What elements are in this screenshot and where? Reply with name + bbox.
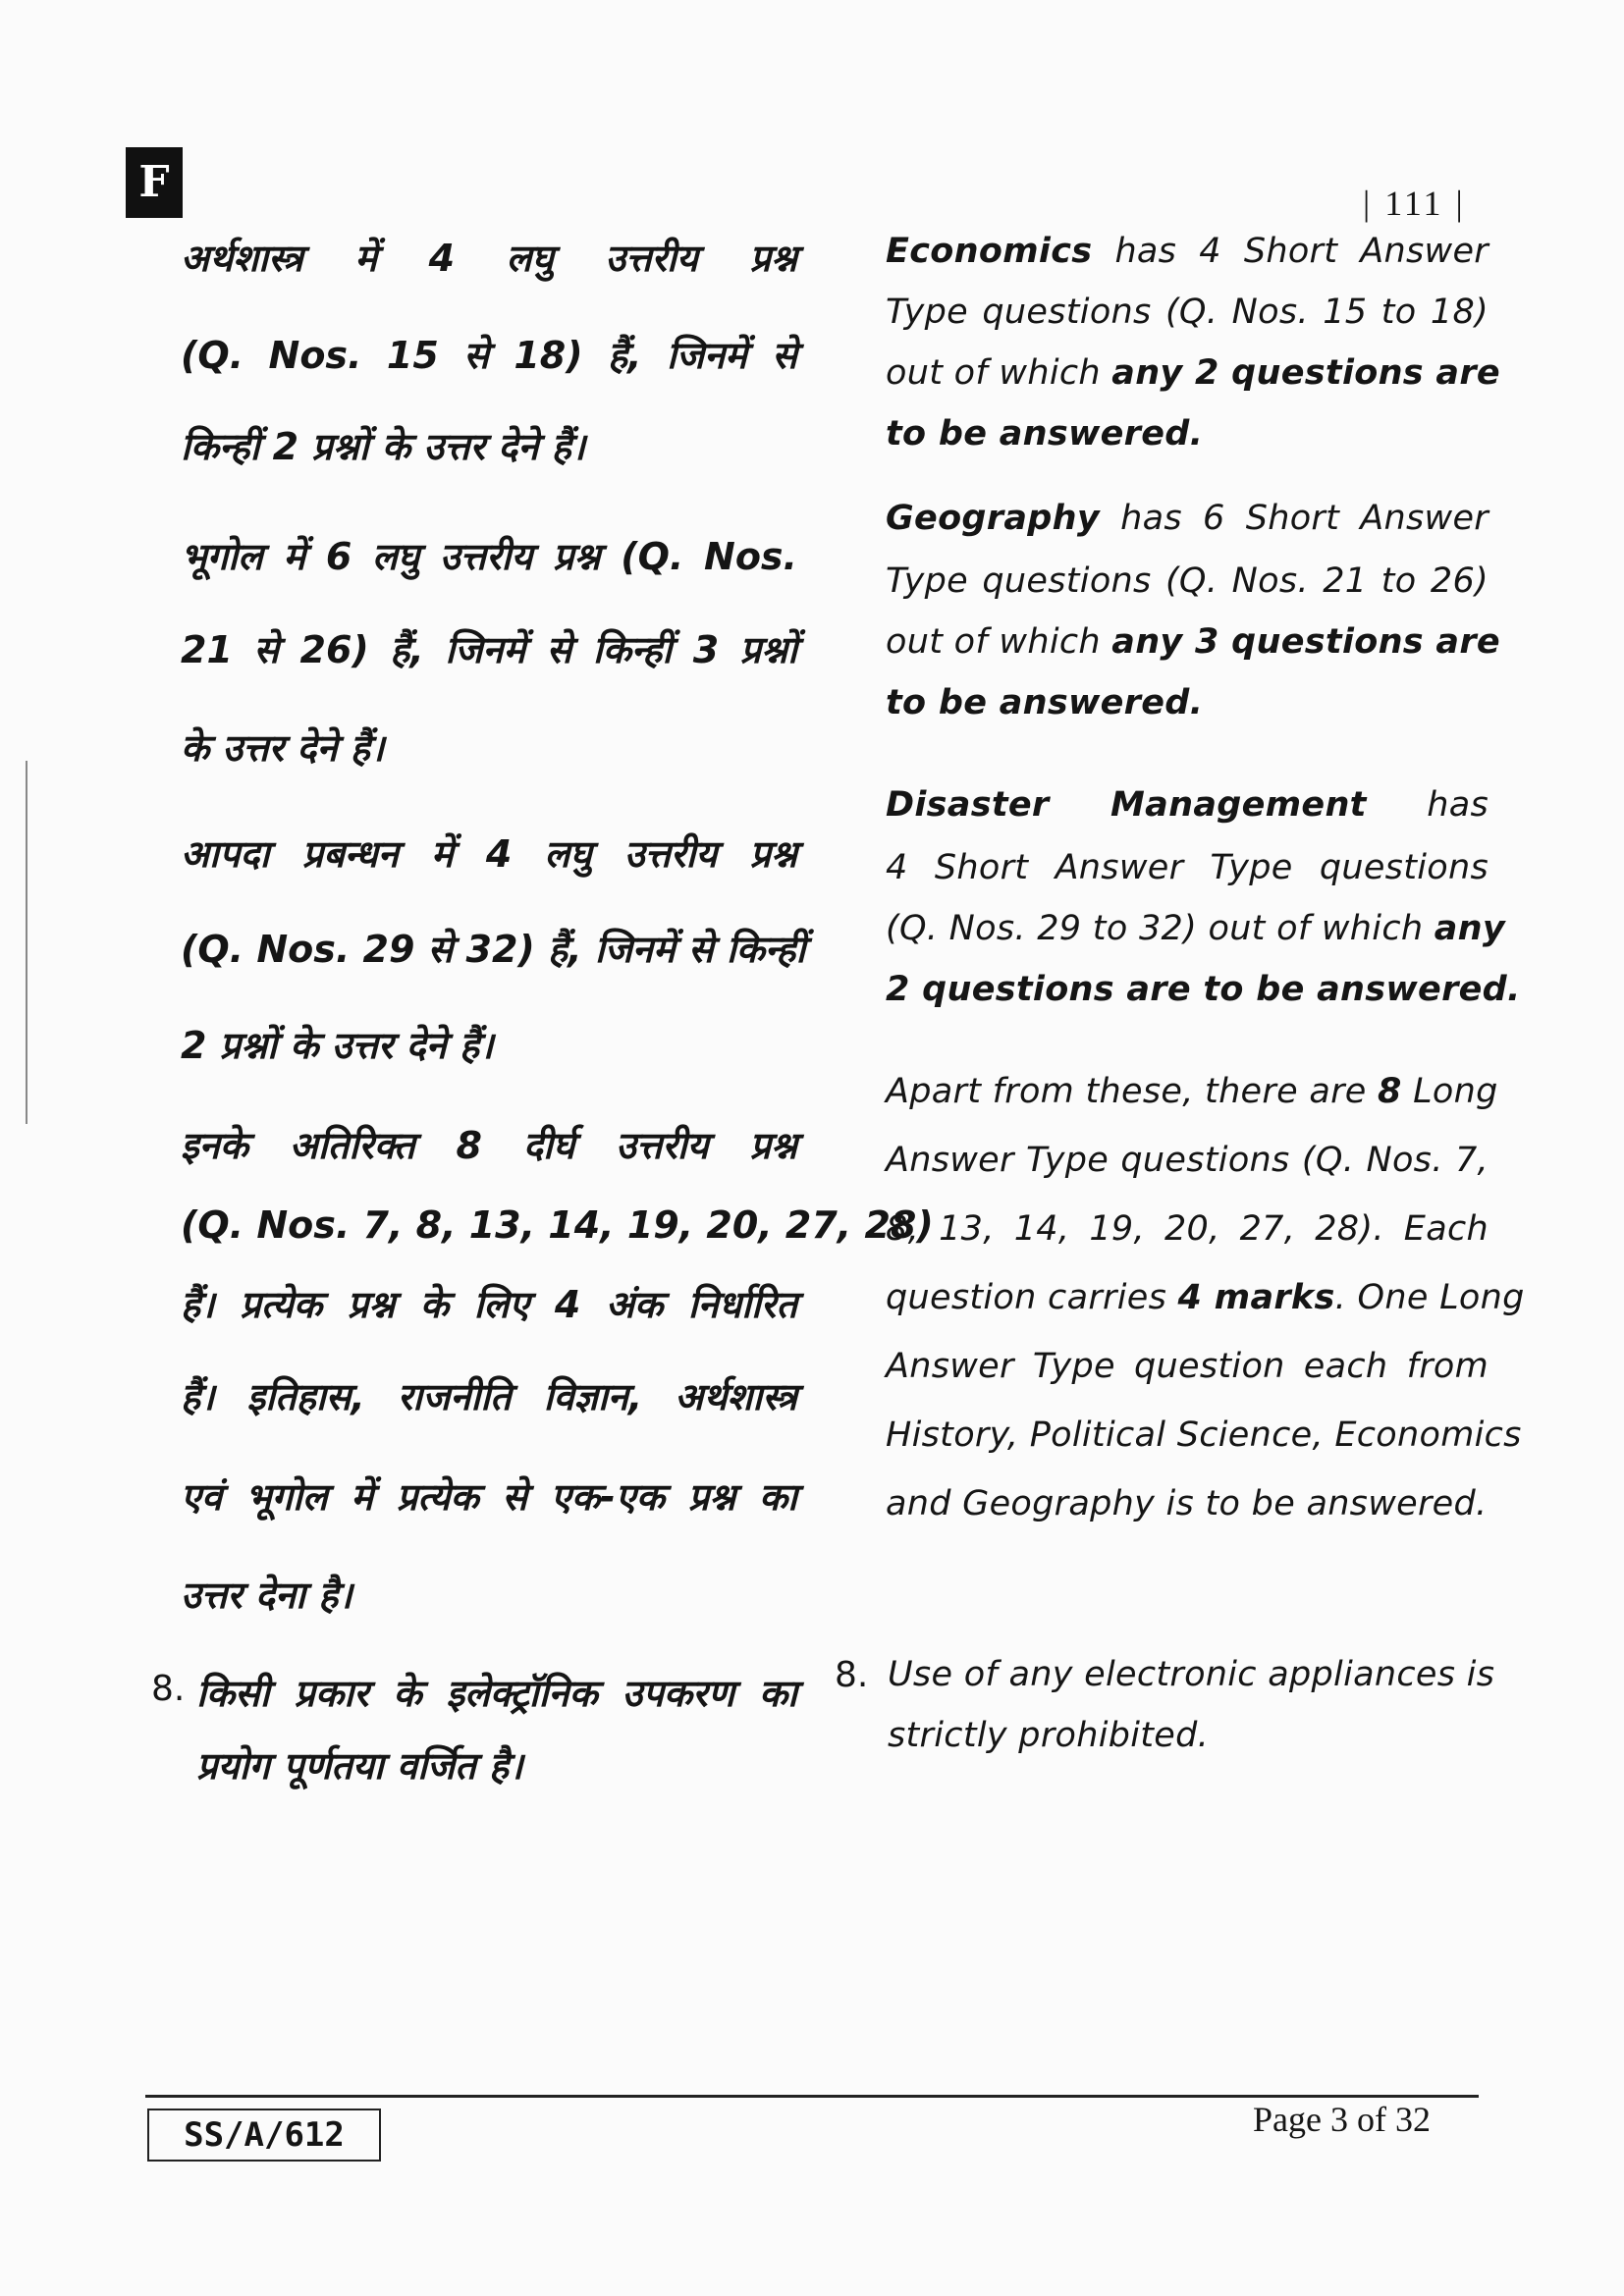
- english-text-line: [886, 622, 1500, 662]
- hindi-text-line: हैं। प्रत्येक प्रश्न के लिए 4 अंक निर्धारित: [181, 1283, 797, 1326]
- hindi-text-line: हैं। इतिहास, राजनीति विज्ञान, अर्थशास्त्र: [181, 1375, 797, 1418]
- text-segment: Type questions (Q. Nos. 15 to 18): [886, 293, 1489, 332]
- bold-text: any: [1434, 909, 1506, 948]
- english-text-line: [886, 909, 1506, 948]
- english-text-line: [886, 1347, 1489, 1386]
- english-text-line: [886, 785, 1489, 825]
- english-text-line: [886, 353, 1500, 393]
- text-segment: has 4 Short Answer: [1092, 232, 1489, 271]
- hindi-text-line: प्रयोग पूर्णतया वर्जित है।: [196, 1744, 523, 1788]
- text-segment: 8, 13, 14, 19, 20, 27, 28). Each: [886, 1209, 1489, 1249]
- bold-text: Geography: [886, 499, 1100, 538]
- bold-text: Disaster Management: [886, 785, 1367, 825]
- paper-code: SS/A/612: [147, 2109, 381, 2162]
- scan-artifact: [26, 761, 27, 1124]
- bold-text: 2 questions are to be answered.: [886, 970, 1521, 1009]
- text-segment: has: [1366, 785, 1489, 825]
- text-segment: and Geography is to be answered.: [886, 1484, 1488, 1523]
- hindi-text-line: इनके अतिरिक्त 8 दीर्घ उत्तरीय प्रश्न: [181, 1124, 797, 1167]
- english-text-line: [888, 1655, 1495, 1694]
- text-segment: 4 Short Answer Type questions: [886, 848, 1489, 887]
- english-text-line: [886, 1484, 1489, 1523]
- english-text-line: [886, 499, 1489, 538]
- text-segment: Answer Type question each from: [886, 1347, 1489, 1386]
- hindi-item-number: 8.: [151, 1669, 186, 1709]
- hindi-text-line: के उत्तर देने हैं।: [181, 726, 385, 770]
- bold-text: 4 marks: [1177, 1278, 1335, 1317]
- text-segment: question carries: [886, 1278, 1178, 1317]
- hindi-text-line: (Q. Nos. 7, 8, 13, 14, 19, 20, 27, 28): [181, 1203, 934, 1247]
- english-text-line: [886, 970, 1521, 1009]
- hindi-text-line: भूगोल में 6 लघु उत्तरीय प्रश्न (Q. Nos.: [181, 535, 797, 578]
- hindi-text-line: अर्थशास्त्र में 4 लघु उत्तरीय प्रश्न: [181, 237, 797, 280]
- bold-text: to be answered.: [886, 414, 1204, 454]
- english-text-line: [886, 683, 1489, 722]
- hindi-text-line: एवं भूगोल में प्रत्येक से एक-एक प्रश्न का: [181, 1475, 797, 1519]
- text-segment: Apart from these, there are: [886, 1072, 1379, 1111]
- english-text-line: [886, 1278, 1525, 1317]
- english-text-line: [886, 1415, 1522, 1455]
- hindi-text-line: आपदा प्रबन्धन में 4 लघु उत्तरीय प्रश्न: [181, 832, 797, 876]
- page-number: | 111 |: [1363, 184, 1466, 223]
- english-item-number: 8.: [835, 1655, 869, 1695]
- text-segment: out of which: [886, 622, 1112, 662]
- english-text-line: [886, 232, 1489, 271]
- text-segment: Use of any electronic appliances is: [888, 1655, 1495, 1694]
- text-segment: Answer Type questions (Q. Nos. 7,: [886, 1141, 1489, 1180]
- footer-rule: [145, 2095, 1479, 2098]
- hindi-text-line: 2 प्रश्नों के उत्तर देने हैं।: [181, 1024, 494, 1067]
- text-segment: . One Long: [1334, 1278, 1525, 1317]
- hindi-text-line: उत्तर देना है।: [181, 1574, 352, 1617]
- bold-text: any 3 questions are: [1111, 622, 1500, 662]
- hindi-text-line: किसी प्रकार के इलेक्ट्रॉनिक उपकरण का: [196, 1672, 797, 1715]
- english-text-line: [886, 293, 1489, 332]
- english-text-line: [886, 414, 1489, 454]
- text-segment: Long: [1401, 1072, 1498, 1111]
- hindi-text-line: (Q. Nos. 29 से 32) हैं, जिनमें से किन्हीं: [181, 928, 806, 971]
- english-text-line: [886, 1141, 1489, 1180]
- set-marker: F: [126, 147, 183, 218]
- english-text-line: [886, 561, 1489, 601]
- hindi-text-line: (Q. Nos. 15 से 18) हैं, जिनमें से: [181, 334, 797, 377]
- text-segment: out of which: [886, 353, 1112, 393]
- hindi-text-line: किन्हीं 2 प्रश्नों के उत्तर देने हैं।: [181, 425, 586, 468]
- english-text-line: [886, 1209, 1489, 1249]
- hindi-text-line: 21 से 26) हैं, जिनमें से किन्हीं 3 प्रश्नों: [181, 628, 797, 671]
- bold-text: Economics: [886, 232, 1093, 271]
- text-segment: Type questions (Q. Nos. 21 to 26): [886, 561, 1489, 601]
- page-of-label: Page 3 of 32: [1253, 2100, 1431, 2139]
- english-text-line: [886, 848, 1489, 887]
- english-text-line: [888, 1716, 1489, 1755]
- bold-text: 8: [1378, 1072, 1402, 1111]
- bold-text: any 2 questions are: [1111, 353, 1500, 393]
- bold-text: to be answered.: [886, 683, 1204, 722]
- text-segment: has 6 Short Answer: [1099, 499, 1489, 538]
- text-segment: (Q. Nos. 29 to 32) out of which: [886, 909, 1435, 948]
- text-segment: History, Political Science, Economics: [886, 1415, 1522, 1455]
- english-text-line: [886, 1072, 1498, 1111]
- text-segment: strictly prohibited.: [888, 1716, 1210, 1755]
